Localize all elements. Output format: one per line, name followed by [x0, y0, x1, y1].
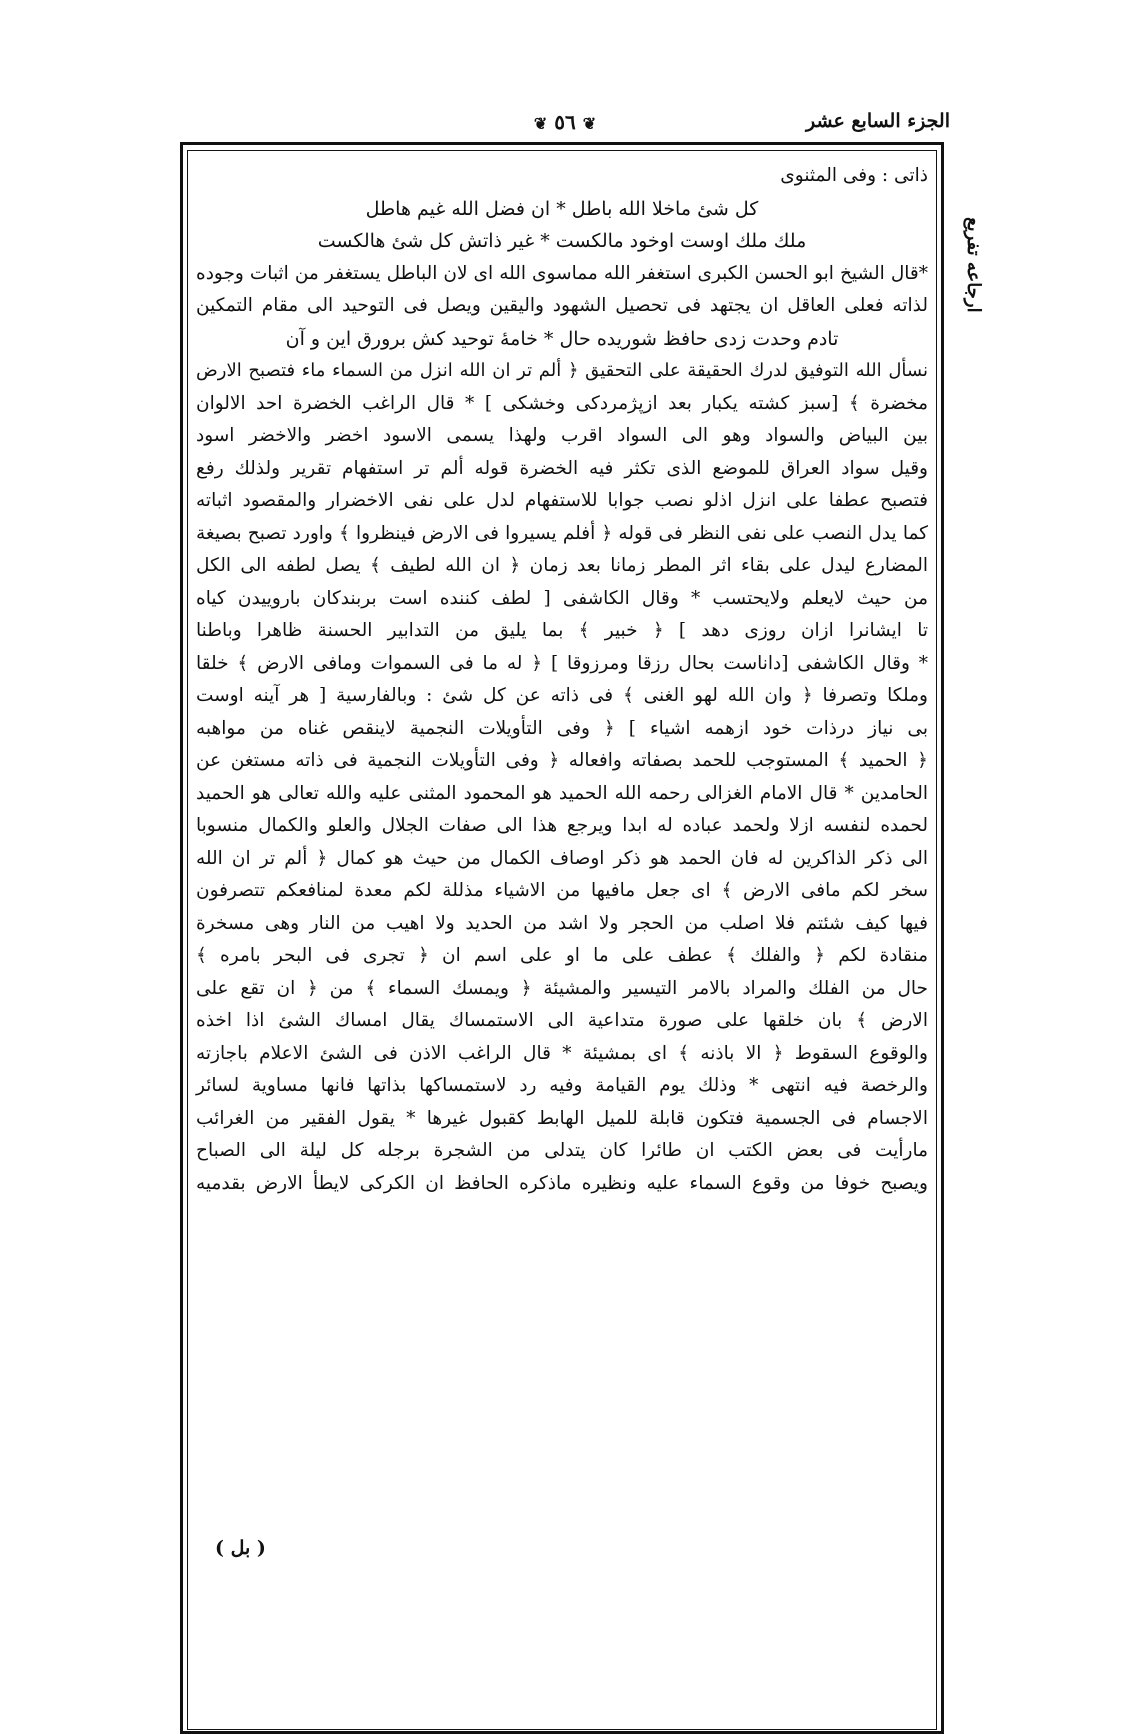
ornament-right-icon: ❦: [582, 114, 597, 133]
margin-note: ﺍﺭﺟﺎﻋﻪ ﺗﻔﺮﻳﻊ: [963, 217, 984, 313]
text-line: تا ايشانرا ازان روزى دهد ] ﴿ خبير ﴾ بما يليق من التدابير الحسنة ظاهرا وباطنا: [196, 620, 928, 641]
text-line: * وقال الكاشفى [داناست بحال رزقا ومرزوقا ] ﴿ له ما فى السموات ومافى الارض ﴾ خلقا: [196, 652, 928, 674]
text-line: والوقوع السقوط ﴿ الا باذنه ﴾ اى بمشيئة * قال الراغب الاذن فى الشئ الاعلام باجازته: [196, 1042, 928, 1064]
text-line: فتصبح عطفا على انزل اذلو نصب جوابا للاستفهام لدل على نفى الاخضرار والمقصود اثباته: [196, 490, 928, 511]
text-line: المضارع ليدل على بقاء اثر المطر زمانا بعد زمان ﴿ ان الله لطيف ﴾ يصل لطفه الى الكل: [196, 555, 928, 576]
text-line: وملكا وتصرفا ﴿ وان الله لهو الغنى ﴾ فى ذاته عن كل شئ : وبالفارسية [ هر آينه اوست: [196, 685, 928, 706]
signature-mark: ( بل ): [215, 1537, 266, 1559]
text-line: ﴿ الحميد ﴾ المستوجب للحمد بصفاته وافعاله ﴿ وفى التأويلات النجمية فى ذاته مستغن عن: [196, 750, 928, 771]
text-line: الحامدين * قال الامام الغزالى رحمه الله الحميد هو المحمود المثنى عليه والله تعالى هو الحميد: [196, 782, 928, 804]
text-line: بى نياز درذات خود ازهمه اشياء ] ﴿ وفى التأويلات النجمية لاينقص غناه من مواهبه: [196, 717, 928, 739]
text-line: سخر لكم مافى الارض ﴾ اى جعل مافيها من الاشياء مذللة لكم معدة لمنافعكم تتصرفون: [196, 880, 928, 901]
verse-line: ملك ملك اوست اوخود مالكست * غير ذاتش كل شئ هالكست: [317, 230, 807, 252]
page-number: ٥٦: [554, 110, 576, 134]
text-line: كما يدل النصب على نفى النظر فى قوله ﴿ أفلم يسيروا فى الارض فينظروا ﴾ واورد تصبح بصيغة: [196, 522, 928, 544]
verse-line: تادم وحدت زدى حافظ شوريده حال * خامهٔ توحيد كش برورق اين و آن: [285, 327, 839, 350]
text-line: مخضرة ﴾ [سبز كشته يكبار بعد ازپژمردكى وخشكى ] * قال الراغب الخضرة احد الالوان: [196, 392, 928, 414]
text-line: الاجسام فى الجسمية فتكون قابلة للميل الهابط كقبول غيرها * يقول الفقير من الغرائب: [196, 1107, 928, 1129]
text-line: من حيث لايعلم ولايحتسب * وقال الكاشفى [ لطف كننده است بربندكان باروييدن كياه: [196, 587, 928, 609]
text-line: لحمده لنفسه ازلا ولحمد عباده له ابدا ويرجع هذا الى صفات الجلال والعلو والكمال منسوبا: [196, 815, 928, 836]
text-line: ويصبح خوفا من وقوع السماء عليه ونظيره ماذكره الحافظ ان الكركى لايطأ الارض بقدميه: [196, 1172, 928, 1194]
text-line: بين البياض والسواد وهو الى السواد اقرب ولهذا يسمى الاسود اخضر والاخضر اسود: [196, 425, 928, 446]
part-title: الجزء السابع عشر: [806, 110, 950, 132]
text-line: فيها كيف شئتم فلا اصلب من الحجر ولا اشد من الحديد ولا اهيب من النار وهى مسخرة: [196, 912, 928, 934]
text-line: حال من الفلك والمراد بالامر التيسير والمشيئة ﴿ ويمسك السماء ﴾ من ﴿ ان تقع على: [196, 977, 928, 999]
text-line: *قال الشيخ ابو الحسن الكبرى استغفر الله مماسوى الله اى لان الباطل يستغفر من اثبات وجوده: [196, 262, 928, 284]
text-line: الارض ﴾ بان خلقها على صورة متداعية الى الاستمساك يقال امساك الشئ اذا اخذه: [196, 1010, 928, 1031]
text-line: والرخصة فيه انتهى * وذلك يوم القيامة وفيه رد لاستمساكها بذاتها فانها مساوية لسائر: [196, 1075, 928, 1096]
verse-line: كل شئ ماخلا الله باطل * ان فضل الله غيم هاطل: [365, 197, 759, 220]
page-header: [180, 110, 950, 142]
page-number-block: [180, 110, 950, 134]
text-line: وقيل سواد العراق للموضع الذى تكثر فيه الخضرة قوله ألم تر استفهام تقرير ولذلك رفع: [196, 457, 928, 479]
text-body: [196, 160, 928, 1200]
text-line: ذاتى : وفى المثنوى: [780, 165, 928, 186]
text-line: الى ذكر الذاكرين له فان الحمد هو ذكر اوصاف الكمال من حيث هو كمال ﴿ ألم تر ان الله: [196, 847, 928, 869]
ornament-left-icon: ❦: [533, 114, 548, 133]
text-line: لذاته فعلى العاقل ان يجتهد فى تحصيل الشهود واليقين ويصل فى التوحيد الى مقام التمكين: [196, 295, 928, 316]
text-line: نسأل الله التوفيق لدرك الحقيقة على التحقيق ﴿ ألم تر ان الله انزل من السماء ماء فتصبح الارض: [196, 360, 928, 381]
text-line: مارأيت فى بعض الكتب ان طائرا كان يتدلى من الشجرة برجله كل ليلة الى الصباح: [196, 1140, 928, 1161]
text-line: منقادة لكم ﴿ والفلك ﴾ عطف على ما او على اسم ان ﴿ تجرى فى البحر بامره ﴾: [196, 945, 928, 966]
